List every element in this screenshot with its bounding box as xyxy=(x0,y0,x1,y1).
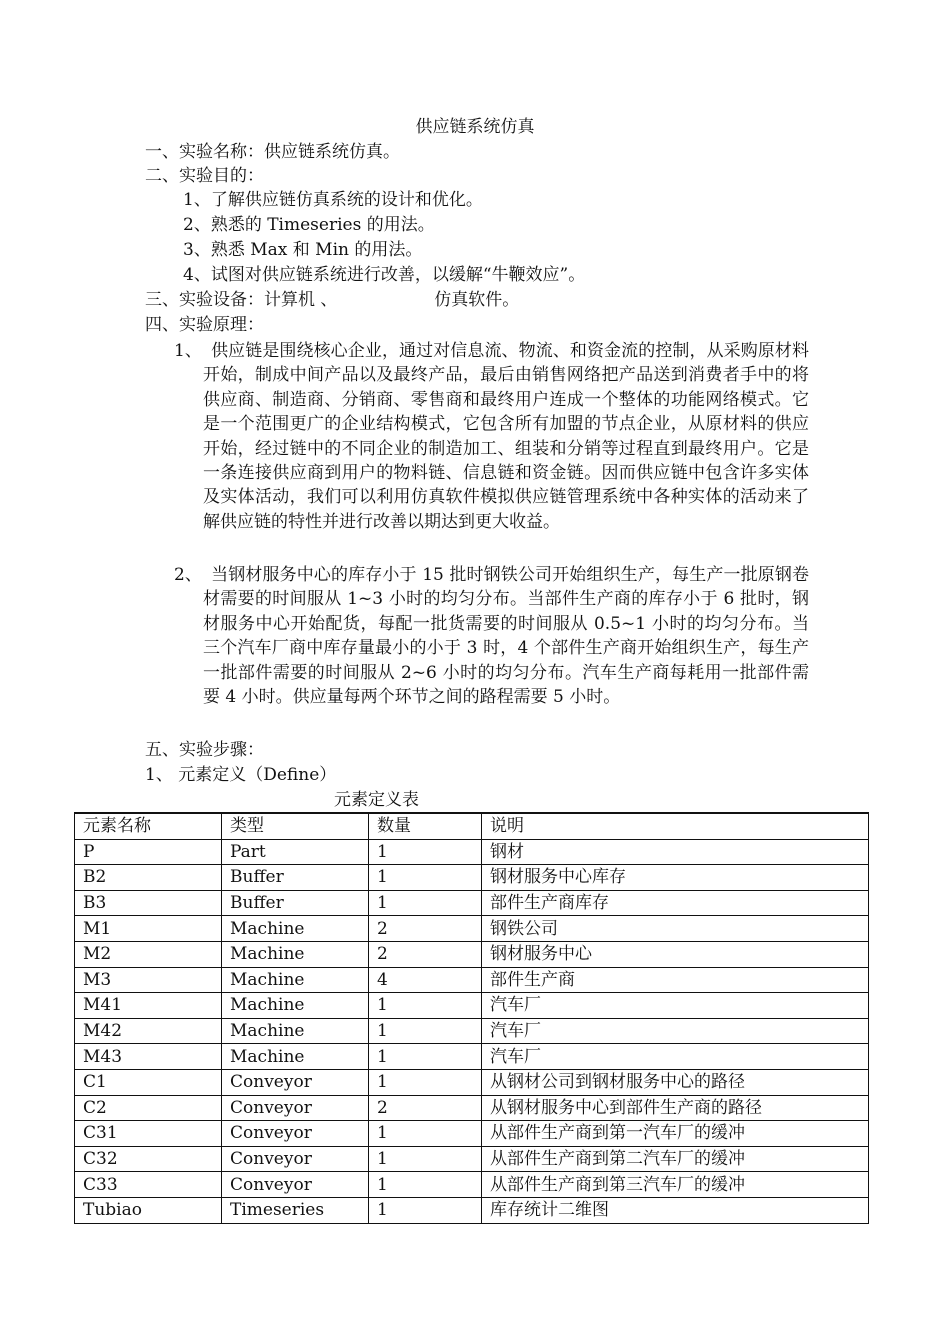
cell-element-name: M2 xyxy=(75,941,222,967)
cell-element-name: B2 xyxy=(75,865,222,891)
cell-element-name: M42 xyxy=(75,1018,222,1044)
cell-quantity: 1 xyxy=(369,890,482,916)
cell-type: Machine xyxy=(222,1018,369,1044)
cell-type: Conveyor xyxy=(222,1095,369,1121)
equipment-software: 仿真软件。 xyxy=(434,290,520,310)
cell-description: 钢铁公司 xyxy=(482,916,869,942)
cell-element-name: C32 xyxy=(75,1146,222,1172)
aim-item-1: 1、了解供应链仿真系统的设计和优化。 xyxy=(183,190,483,210)
cell-quantity: 2 xyxy=(369,941,482,967)
header-description: 说明 xyxy=(482,813,869,839)
section-experiment-purpose: 二、实验目的： xyxy=(145,166,264,186)
cell-quantity: 1 xyxy=(369,1121,482,1147)
aim-item-3: 3、熟悉 Max 和 Min 的用法。 xyxy=(183,240,423,260)
table-row xyxy=(75,1172,869,1198)
cell-description: 汽车厂 xyxy=(482,993,869,1019)
cell-description: 钢材 xyxy=(482,839,869,865)
cell-quantity: 1 xyxy=(369,1197,482,1223)
cell-type: Buffer xyxy=(222,865,369,891)
cell-element-name: C1 xyxy=(75,1069,222,1095)
table-header-row xyxy=(75,813,869,839)
principle-1-text: 供应链是围绕核心企业，通过对信息流、物流、和资金流的控制，从采购原材料开始，制成中间产品以及最终产品，最后由销售网络把产品送到消费者手中的将供应商、制造商、分销商、零售商和最终用户连成一个整体的功能网络模式。它是一个范围更广的企业结构模式，它包含所有加盟的节点企业，从原材料的供应开始，经过链中的不同企业的制造加工、组装和分销等过程直到最终用户。它是一条连接供应商到用户的物料链、信息链和资金链。因而供应链中包含许多实体及实体活动，我们可以利用仿真软件模拟供应链管理系统中各种实体的活动来了解供应链的特性并进行改善以期达到更大收益。 xyxy=(203,341,809,532)
cell-type: Part xyxy=(222,839,369,865)
cell-type: Machine xyxy=(222,941,369,967)
table-row xyxy=(75,993,869,1019)
table-row xyxy=(75,890,869,916)
cell-quantity: 1 xyxy=(369,1018,482,1044)
section-experiment-steps: 五、实验步骤： xyxy=(145,740,264,760)
cell-description: 从部件生产商到第一汽车厂的缓冲 xyxy=(482,1121,869,1147)
table-row xyxy=(75,916,869,942)
header-type: 类型 xyxy=(222,813,369,839)
document-title: 供应链系统仿真 xyxy=(415,117,535,137)
cell-description: 从部件生产商到第三汽车厂的缓冲 xyxy=(482,1172,869,1198)
cell-quantity: 1 xyxy=(369,1069,482,1095)
aim-item-2: 2、熟悉的 Timeseries 的用法。 xyxy=(183,215,435,235)
table-row xyxy=(75,1069,869,1095)
cell-description: 部件生产商 xyxy=(482,967,869,993)
cell-quantity: 1 xyxy=(369,1172,482,1198)
cell-element-name: B3 xyxy=(75,890,222,916)
cell-type: Conveyor xyxy=(222,1069,369,1095)
cell-description: 钢材服务中心库存 xyxy=(482,865,869,891)
cell-quantity: 1 xyxy=(369,993,482,1019)
table-caption: 元素定义表 xyxy=(334,790,419,810)
table-row xyxy=(75,1095,869,1121)
principle-2-number: 2、 xyxy=(174,565,202,585)
cell-quantity: 2 xyxy=(369,916,482,942)
cell-description: 从部件生产商到第二汽车厂的缓冲 xyxy=(482,1146,869,1172)
cell-description: 汽车厂 xyxy=(482,1018,869,1044)
cell-type: Conveyor xyxy=(222,1121,369,1147)
step-1-element-define: 1、 元素定义（Define） xyxy=(145,765,337,785)
cell-type: Machine xyxy=(222,916,369,942)
equipment-computer: 三、实验设备：计算机 、 xyxy=(145,290,338,310)
cell-quantity: 2 xyxy=(369,1095,482,1121)
table-row xyxy=(75,967,869,993)
aim-item-4: 4、试图对供应链系统进行改善，以缓解“牛鞭效应”。 xyxy=(183,265,586,285)
section-experiment-equipment xyxy=(145,287,519,313)
cell-description: 库存统计二维图 xyxy=(482,1197,869,1223)
principle-1-number: 1、 xyxy=(174,341,202,361)
header-quantity: 数量 xyxy=(369,813,482,839)
cell-quantity: 4 xyxy=(369,967,482,993)
cell-quantity: 1 xyxy=(369,1146,482,1172)
element-definition-table xyxy=(74,812,869,1224)
cell-quantity: 1 xyxy=(369,1044,482,1070)
cell-type: Timeseries xyxy=(222,1197,369,1223)
cell-description: 从钢材服务中心到部件生产商的路径 xyxy=(482,1095,869,1121)
cell-type: Conveyor xyxy=(222,1172,369,1198)
cell-type: Machine xyxy=(222,1044,369,1070)
cell-description: 汽车厂 xyxy=(482,1044,869,1070)
cell-element-name: C33 xyxy=(75,1172,222,1198)
cell-type: Machine xyxy=(222,967,369,993)
cell-element-name: M1 xyxy=(75,916,222,942)
cell-description: 部件生产商库存 xyxy=(482,890,869,916)
principle-1-paragraph xyxy=(203,339,809,534)
cell-quantity: 1 xyxy=(369,839,482,865)
cell-element-name: M41 xyxy=(75,993,222,1019)
table-row xyxy=(75,1146,869,1172)
cell-type: Conveyor xyxy=(222,1146,369,1172)
cell-description: 从钢材公司到钢材服务中心的路径 xyxy=(482,1069,869,1095)
cell-element-name: M3 xyxy=(75,967,222,993)
cell-type: Machine xyxy=(222,993,369,1019)
cell-element-name: C31 xyxy=(75,1121,222,1147)
table-row xyxy=(75,1044,869,1070)
cell-element-name: M43 xyxy=(75,1044,222,1070)
header-element-name: 元素名称 xyxy=(75,813,222,839)
cell-quantity: 1 xyxy=(369,865,482,891)
section-experiment-principle: 四、实验原理： xyxy=(145,315,264,335)
table-row xyxy=(75,865,869,891)
table-row xyxy=(75,941,869,967)
table-row xyxy=(75,1197,869,1223)
cell-element-name: Tubiao xyxy=(75,1197,222,1223)
cell-description: 钢材服务中心 xyxy=(482,941,869,967)
section-experiment-name: 一、实验名称：供应链系统仿真。 xyxy=(145,142,400,162)
principle-2-text: 当钢材服务中心的库存小于 15 批时钢铁公司开始组织生产，每生产一批原钢卷材需要的时间服从 1~3 小时的均匀分布。当部件生产商的库存小于 6 批时，钢材服务中心开始配货，每配一批货需要的时间服从 0.5~1 小时的均匀分布。当三个汽车厂商中库存量最小的小于 3 时，4 个部件生产商开始组织生产，每生产一批部件需要的时间服从 2~6 小时的均匀分布。汽车生产商每耗用一批部件需要 4 小时。供应量每两个环节之间的路程需要 5 小时。 xyxy=(203,565,809,708)
cell-element-name: P xyxy=(75,839,222,865)
table-row xyxy=(75,839,869,865)
table-row xyxy=(75,1121,869,1147)
table-row xyxy=(75,1018,869,1044)
cell-type: Buffer xyxy=(222,890,369,916)
principle-2-paragraph xyxy=(203,563,809,709)
cell-element-name: C2 xyxy=(75,1095,222,1121)
